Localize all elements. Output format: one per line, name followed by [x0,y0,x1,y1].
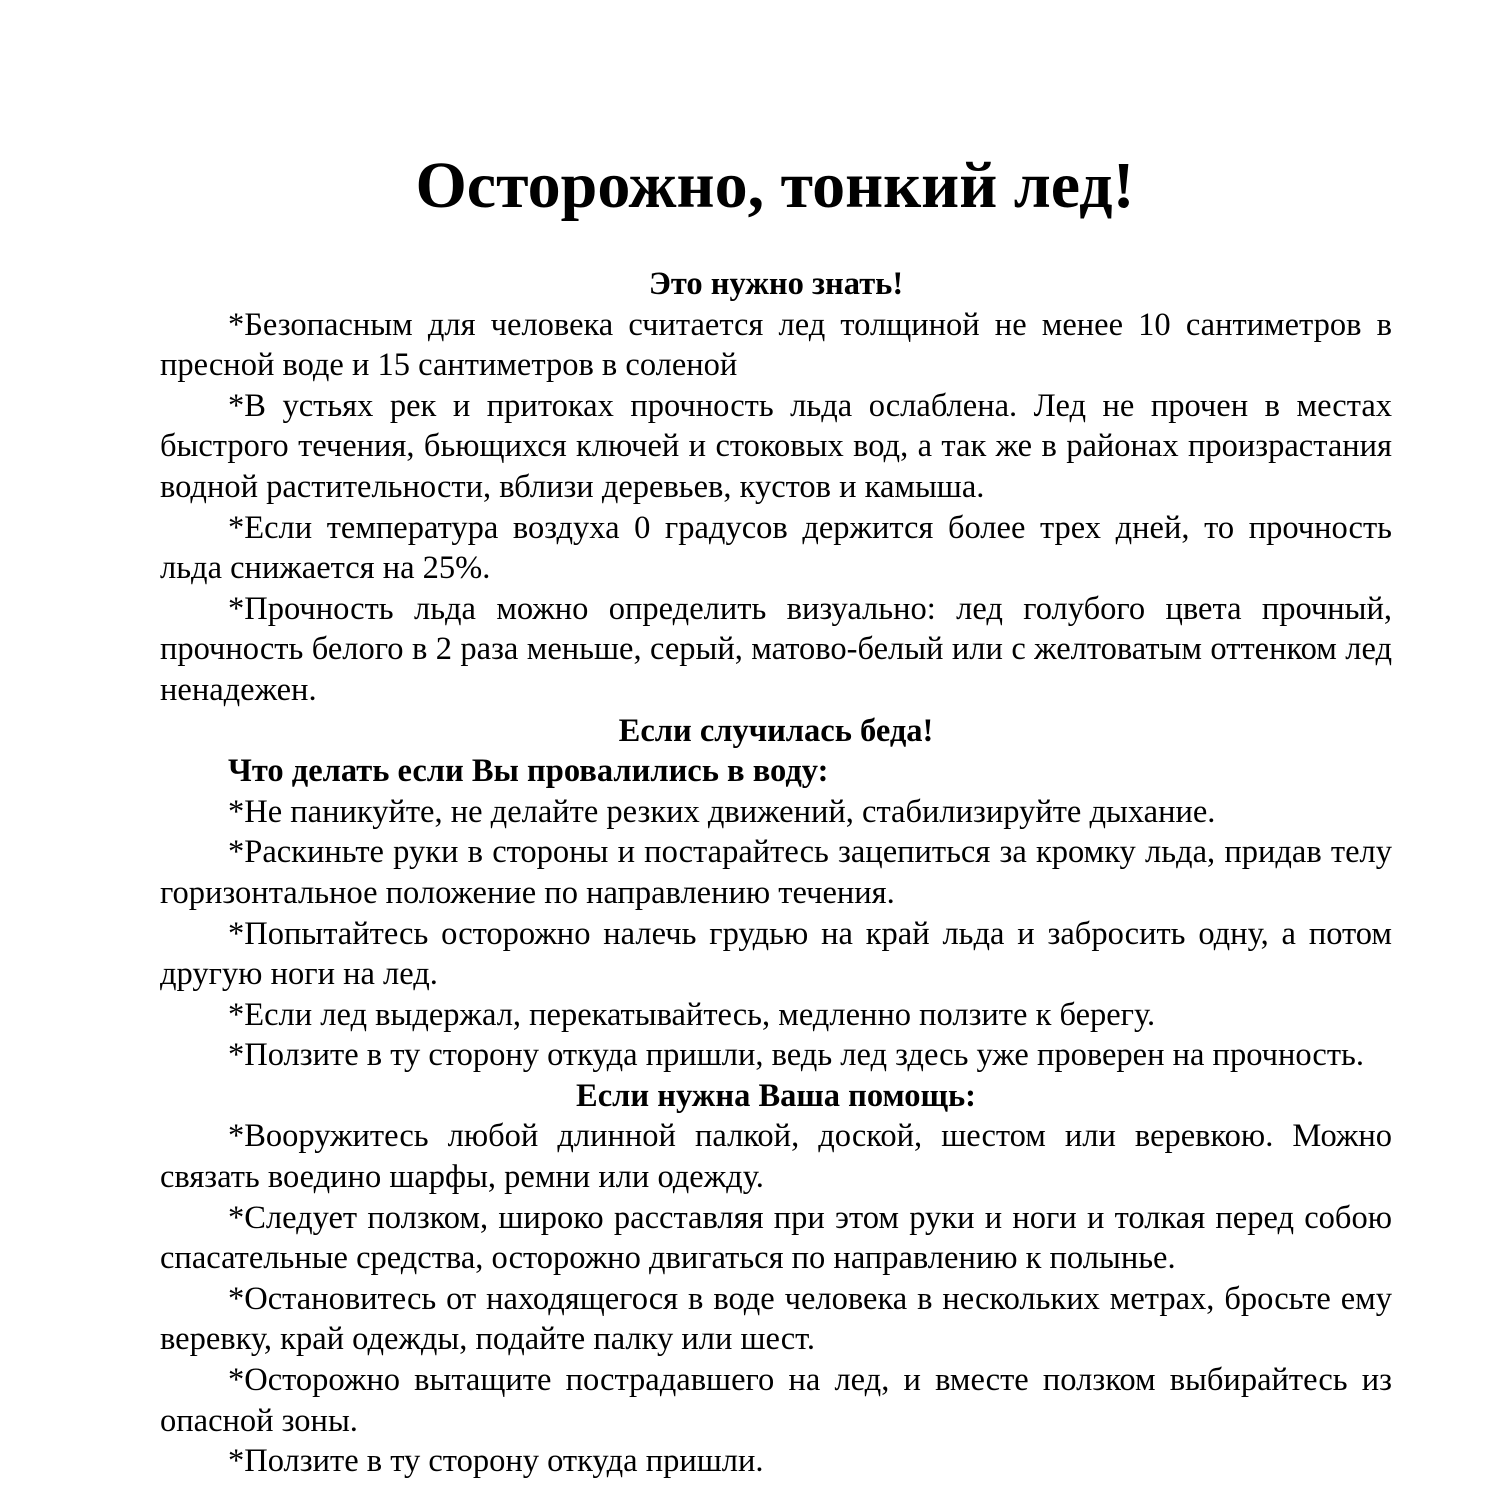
section-subheading-fell-in: Что делать если Вы провалились в воду: [228,753,829,790]
document-title: Осторожно, тонкий лед! [415,149,1135,222]
section-heading-help: Если нужна Ваша помощь: [576,1077,976,1114]
section-heading-know: Это нужно знать! [648,266,904,302]
paragraph: *Ползите в ту сторону откуда пришли. [228,1443,764,1480]
paragraph: *Безопасным для человека считается лед толщиной не менее 10 сантиметров в пресной воде и 15 сантиметров в соленой [160,306,1392,384]
paragraph: *Осторожно вытащите пострадавшего на лед, и вместе ползком выбирайтесь из опасной зоны. [160,1362,1392,1439]
paragraph: *Если температура воздуха 0 градусов держится более трех дней, то прочность льда снижается на 25%. [160,509,1392,587]
paragraph: *Прочность льда можно определить визуально: лед голубого цвета прочный, прочность белого в 2 раза меньше, серый, матово-белый или с желтоватым оттенком лед ненадежен. [160,590,1392,708]
paragraph: *Попытайтесь осторожно налечь грудью на край льда и забросить одну, а потом другую ноги на лед. [160,915,1392,993]
section-heading-trouble: Если случилась беда! [618,712,934,749]
paragraph: *Если лед выдержал, перекатывайтесь, медленно ползите к берегу. [228,996,1156,1033]
paragraph: *В устьях рек и притоках прочность льда ослаблена. Лед не прочен в местах быстрого течения, бьющихся ключей и стоковых вод, а так же в районах произрастания водной растительности, вблизи деревьев, кустов и камыша. [160,387,1392,505]
paragraph: *Ползите в ту сторону откуда пришли, ведь лед здесь уже проверен на прочность. [228,1037,1364,1074]
paragraph: *Остановитесь от находящегося в воде человека в нескольких метрах, бросьте ему веревку, край одежды, подайте палку или шест. [160,1280,1392,1358]
paragraph: *Раскиньте руки в стороны и постарайтесь зацепиться за кромку льда, придав телу горизонтальное положение по направлению течения. [160,834,1392,911]
paragraph: *Не паникуйте, не делайте резких движений, стабилизируйте дыхание. [228,793,1216,830]
document-body [160,264,1392,1482]
paragraph: *Следует ползком, широко расставляя при этом руки и ноги и толкая перед собою спасательные средства, осторожно двигаться по направлению к полынье. [160,1199,1392,1277]
paragraph: *Вооружитесь любой длинной палкой, доской, шестом или веревкою. Можно связать воедино шарфы, ремни или одежду. [160,1118,1392,1196]
